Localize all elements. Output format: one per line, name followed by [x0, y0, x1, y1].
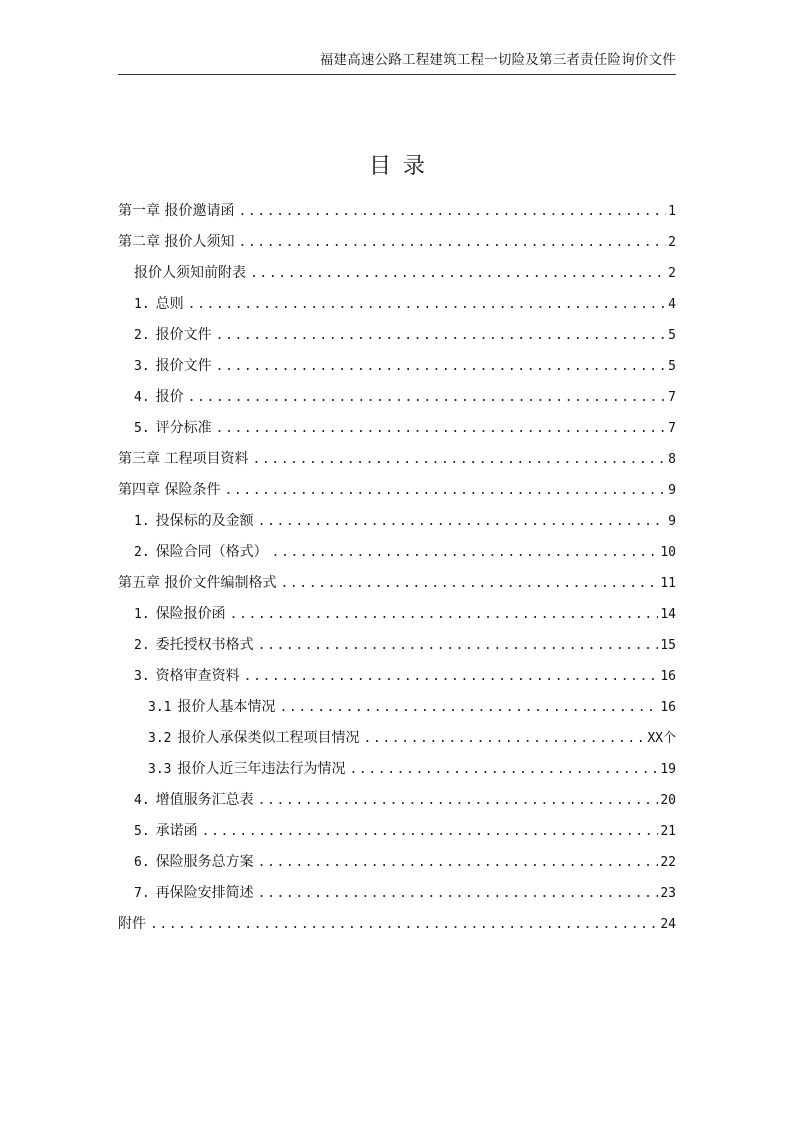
toc-page-number: 7: [668, 390, 676, 405]
toc-entry-number: 1.: [134, 607, 150, 622]
toc-entry[interactable]: [118, 661, 676, 692]
toc-entry-number: 4.: [134, 390, 150, 405]
toc-entry-text: 总则: [155, 296, 184, 312]
toc-entry-number: 1.: [134, 297, 150, 312]
toc-entry-number: 5.: [134, 824, 150, 839]
toc-leader-dots: [258, 506, 667, 537]
toc-entry-label: [134, 630, 254, 661]
toc-entry[interactable]: [118, 289, 676, 320]
toc-title-char-1: 目: [368, 154, 391, 179]
toc-entry[interactable]: [118, 599, 676, 630]
toc-leader-dots: [244, 661, 659, 692]
toc-entry-label: [118, 196, 234, 227]
toc-entry-text: 资格审查资料: [155, 668, 240, 684]
toc-entry[interactable]: [118, 475, 676, 506]
toc-entry[interactable]: [118, 692, 676, 723]
toc-leader-dots: [150, 909, 658, 940]
toc-entry-number: 3.1: [148, 700, 172, 715]
toc-leader-dots: [250, 258, 666, 289]
toc-entry-text: 报价人近三年违法行为情况: [177, 761, 346, 777]
toc-entry-label: [134, 413, 212, 444]
toc-leader-dots: [216, 351, 667, 382]
toc-entry-label: [134, 351, 212, 382]
toc-leader-dots: [258, 847, 659, 878]
toc-page-number: 2: [668, 235, 676, 250]
toc-entry-label: [134, 847, 254, 878]
toc-entry[interactable]: [118, 568, 676, 599]
toc-leader-dots: [258, 878, 659, 909]
toc-entry[interactable]: [118, 444, 676, 475]
toc-entry-text: 保险报价函: [155, 606, 226, 622]
toc-entry[interactable]: [118, 785, 676, 816]
toc-entry-text: 保险合同（格式）: [155, 544, 268, 560]
toc-entry-label: [118, 444, 248, 475]
toc-page-number: 5: [668, 328, 676, 343]
toc-entry[interactable]: [118, 723, 676, 754]
toc-entry-label: [134, 258, 246, 289]
toc-entry[interactable]: [118, 413, 676, 444]
toc-page-number: 20: [660, 793, 676, 808]
toc-entry-label: [148, 692, 275, 723]
toc-entry-text: 报价: [155, 389, 184, 405]
toc-entry[interactable]: [118, 351, 676, 382]
toc-entry-text: 第二章 报价人须知: [118, 234, 235, 250]
toc-entry-label: [148, 754, 345, 785]
toc-entry-number: 2.: [134, 328, 150, 343]
toc-leader-dots: [272, 537, 659, 568]
toc-entry-label: [134, 661, 240, 692]
toc-leader-dots: [258, 785, 659, 816]
toc-entry-text: 第一章 报价邀请函: [118, 203, 235, 219]
toc-page-number: 19: [660, 762, 676, 777]
toc-entry[interactable]: [118, 258, 676, 289]
toc-entry[interactable]: [118, 754, 676, 785]
toc-entry-number: 2.: [134, 545, 150, 560]
toc-entry-number: 3.3: [148, 762, 172, 777]
toc-entry-number: 7.: [134, 886, 150, 901]
toc-entry-text: 再保险安排简述: [155, 885, 254, 901]
toc-page-number: 21: [660, 824, 676, 839]
running-header: [118, 50, 676, 75]
toc-title-char-2: 录: [403, 154, 426, 179]
toc-entry-number: 2.: [134, 638, 150, 653]
toc-entry-text: 报价文件: [155, 327, 212, 343]
toc-entry[interactable]: [118, 196, 676, 227]
toc-entry-label: [118, 909, 146, 940]
toc-entry[interactable]: [118, 816, 676, 847]
toc-leader-dots: [216, 413, 667, 444]
toc-entry-label: [118, 568, 276, 599]
toc-entry-label: [134, 537, 268, 568]
toc-page-number: 5: [668, 359, 676, 374]
toc-leader-dots: [279, 692, 658, 723]
toc-entry-label: [134, 816, 198, 847]
toc-page-number: 7: [668, 421, 676, 436]
toc-entry-text: 第三章 工程项目资料: [118, 451, 249, 467]
toc-page-number: XX个: [647, 731, 676, 746]
toc-entry-label: [134, 506, 254, 537]
toc-leader-dots: [363, 723, 645, 754]
toc-entry-text: 报价人须知前附表: [134, 265, 246, 281]
toc-leader-dots: [188, 382, 667, 413]
toc-entry[interactable]: [118, 909, 676, 940]
toc-leader-dots: [258, 630, 659, 661]
toc-leader-dots: [238, 196, 666, 227]
header-text: 福建高速公路工程建筑工程一切险及第三者责任险询价文件: [319, 52, 676, 68]
toc-page-number: 16: [660, 700, 676, 715]
toc-title: [118, 152, 676, 182]
toc-entry-label: [118, 227, 234, 258]
toc-leader-dots: [216, 320, 667, 351]
toc-entry-label: [134, 382, 184, 413]
toc-leader-dots: [230, 599, 659, 630]
toc-entry-number: 4.: [134, 793, 150, 808]
toc-page-number: 9: [668, 514, 676, 529]
toc-leader-dots: [252, 444, 666, 475]
toc-entry[interactable]: [118, 227, 676, 258]
toc-leader-dots: [238, 227, 666, 258]
toc-page-number: 16: [660, 669, 676, 684]
toc-entry[interactable]: [118, 506, 676, 537]
toc-entry[interactable]: [118, 382, 676, 413]
toc-entry-number: 6.: [134, 855, 150, 870]
toc-entry-text: 委托授权书格式: [155, 637, 254, 653]
toc-entry-number: 5.: [134, 421, 150, 436]
toc-entry-label: [118, 475, 220, 506]
toc-entry[interactable]: [118, 847, 676, 878]
toc-entry[interactable]: [118, 630, 676, 661]
toc-entry-number: 3.: [134, 669, 150, 684]
toc-entry-text: 报价人承保类似工程项目情况: [177, 730, 360, 746]
toc-entry-label: [134, 878, 254, 909]
toc-page-number: 4: [668, 297, 676, 312]
toc-page-number: 2: [668, 266, 676, 281]
toc-entry-text: 附件: [118, 916, 146, 932]
toc-page-number: 11: [660, 576, 676, 591]
toc-entry-label: [134, 785, 254, 816]
toc-leader-dots: [280, 568, 658, 599]
toc-entry-text: 评分标准: [155, 420, 212, 436]
toc-leader-dots: [349, 754, 658, 785]
toc-entry-text: 报价人基本情况: [177, 699, 276, 715]
toc-entry[interactable]: [118, 320, 676, 351]
toc-page-number: 9: [668, 483, 676, 498]
toc-entry-text: 第五章 报价文件编制格式: [118, 575, 277, 591]
toc-entry-text: 第四章 保险条件: [118, 482, 221, 498]
toc-entry-label: [134, 599, 226, 630]
toc-entry-number: 3.2: [148, 731, 172, 746]
toc-entry-text: 保险服务总方案: [155, 854, 254, 870]
toc-page-number: 24: [660, 917, 676, 932]
toc-entry-number: 1.: [134, 514, 150, 529]
toc-page-number: 10: [660, 545, 676, 560]
toc-entry-label: [148, 723, 359, 754]
toc-leader-dots: [224, 475, 666, 506]
toc-page-number: 22: [660, 855, 676, 870]
toc-entry-label: [134, 320, 212, 351]
toc-entry-number: 3.: [134, 359, 150, 374]
toc-entry-text: 承诺函: [155, 823, 198, 839]
toc-page-number: 1: [668, 204, 676, 219]
table-of-contents: [118, 196, 676, 940]
toc-entry[interactable]: [118, 878, 676, 909]
toc-entry-text: 投保标的及金额: [155, 513, 254, 529]
toc-entry[interactable]: [118, 537, 676, 568]
toc-entry-label: [134, 289, 184, 320]
toc-entry-text: 报价文件: [155, 358, 212, 374]
toc-leader-dots: [188, 289, 667, 320]
toc-page-number: 23: [660, 886, 676, 901]
toc-page-number: 8: [668, 452, 676, 467]
toc-page-number: 14: [660, 607, 676, 622]
toc-leader-dots: [202, 816, 659, 847]
toc-page-number: 15: [660, 638, 676, 653]
toc-entry-text: 增值服务汇总表: [155, 792, 254, 808]
